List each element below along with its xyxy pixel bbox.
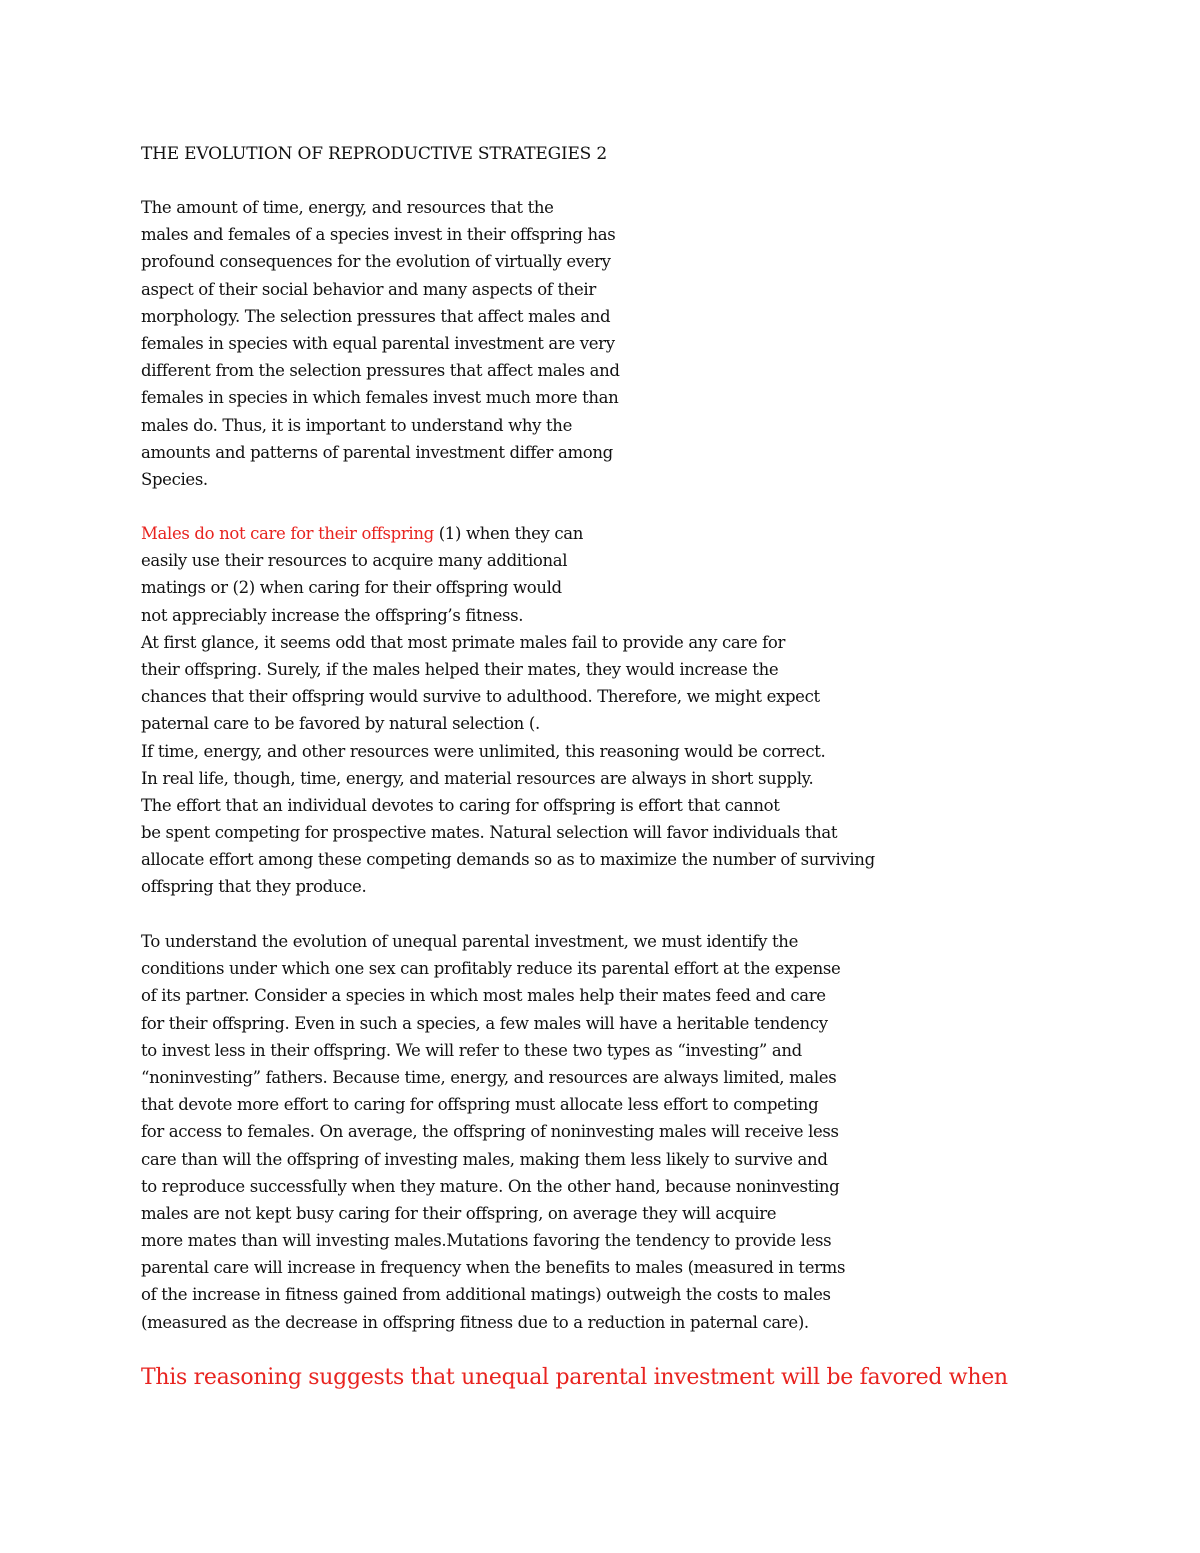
text-line: to reproduce successfully when they mature. On the other hand, because noninvesting — [141, 1176, 840, 1196]
text-line: At first glance, it seems odd that most primate males fail to provide any care for — [141, 632, 786, 652]
text-line: for their offspring. Even in such a species, a few males will have a heritable tendency — [141, 1013, 828, 1033]
paragraph-3 — [141, 928, 845, 1336]
text-line: for access to females. On average, the offspring of noninvesting males will receive less — [141, 1122, 839, 1142]
text-line: that devote more effort to caring for offspring must allocate less effort to competing — [141, 1095, 819, 1115]
text-line: “noninvesting” fathers. Because time, energy, and resources are always limited, males — [141, 1067, 837, 1087]
text-line: males and females of a species invest in their offspring has — [141, 225, 616, 245]
text-line: be spent competing for prospective mates. Natural selection will favor individuals that — [141, 823, 838, 843]
text-line: females in species in which females invest much more than — [141, 388, 619, 408]
text-line: to invest less in their offspring. We will refer to these two types as “investing” and — [141, 1040, 802, 1060]
text-line — [141, 520, 875, 547]
text-line: of its partner. Consider a species in which most males help their mates feed and care — [141, 986, 826, 1006]
text-line: offspring that they produce. — [141, 877, 367, 897]
text-line-rest: (1) when they can — [433, 524, 584, 543]
text-line: easily use their resources to acquire many additional — [141, 551, 568, 571]
closing-highlight-sentence: This reasoning suggests that unequal parental investment will be favored when — [141, 1365, 1008, 1390]
text-line: their offspring. Surely, if the males helped their mates, they would increase the — [141, 659, 779, 679]
text-line: paternal care to be favored by natural selection (. — [141, 714, 540, 734]
text-line: conditions under which one sex can profitably reduce its parental effort at the expense — [141, 959, 841, 979]
text-line: allocate effort among these competing demands so as to maximize the number of surviving — [141, 850, 875, 870]
running-header: THE EVOLUTION OF REPRODUCTIVE STRATEGIES 2 — [141, 144, 607, 164]
text-line: of the increase in fitness gained from additional matings) outweigh the costs to males — [141, 1285, 831, 1305]
text-line: females in species with equal parental investment are very — [141, 333, 615, 353]
text-line: more mates than will investing males.Mutations favoring the tendency to provide less — [141, 1231, 832, 1251]
text-line: care than will the offspring of investing males, making them less likely to survive and — [141, 1149, 828, 1169]
text-line: profound consequences for the evolution of virtually every — [141, 252, 611, 272]
text-line: parental care will increase in frequency when the benefits to males (measured in terms — [141, 1258, 846, 1278]
text-line: To understand the evolution of unequal parental investment, we must identify the — [141, 932, 798, 951]
text-line: The effort that an individual devotes to caring for offspring is effort that cannot — [141, 795, 780, 815]
text-line: In real life, though, time, energy, and material resources are always in short supply. — [141, 768, 814, 788]
highlighted-phrase: Males do not care for their offspring — [141, 524, 434, 543]
text-line: morphology. The selection pressures that affect males and — [141, 306, 611, 326]
text-line: (measured as the decrease in offspring fitness due to a reduction in paternal care). — [141, 1312, 809, 1332]
text-line: not appreciably increase the offspring’s fitness. — [141, 605, 524, 625]
text-line: different from the selection pressures that affect males and — [141, 361, 620, 381]
text-line: matings or (2) when caring for their offspring would — [141, 578, 562, 598]
text-line: males do. Thus, it is important to understand why the — [141, 415, 573, 435]
text-line: males are not kept busy caring for their offspring, on average they will acquire — [141, 1203, 777, 1223]
text-line: Species. — [141, 469, 208, 489]
text-line: The amount of time, energy, and resources that the — [141, 198, 554, 217]
text-line: amounts and patterns of parental investment differ among — [141, 442, 613, 462]
paragraph-1 — [141, 194, 620, 493]
paragraph-2 — [141, 520, 875, 901]
text-line: aspect of their social behavior and many aspects of their — [141, 279, 596, 299]
text-line: chances that their offspring would survive to adulthood. Therefore, we might expect — [141, 687, 820, 707]
text-line: If time, energy, and other resources were unlimited, this reasoning would be correct. — [141, 741, 826, 761]
